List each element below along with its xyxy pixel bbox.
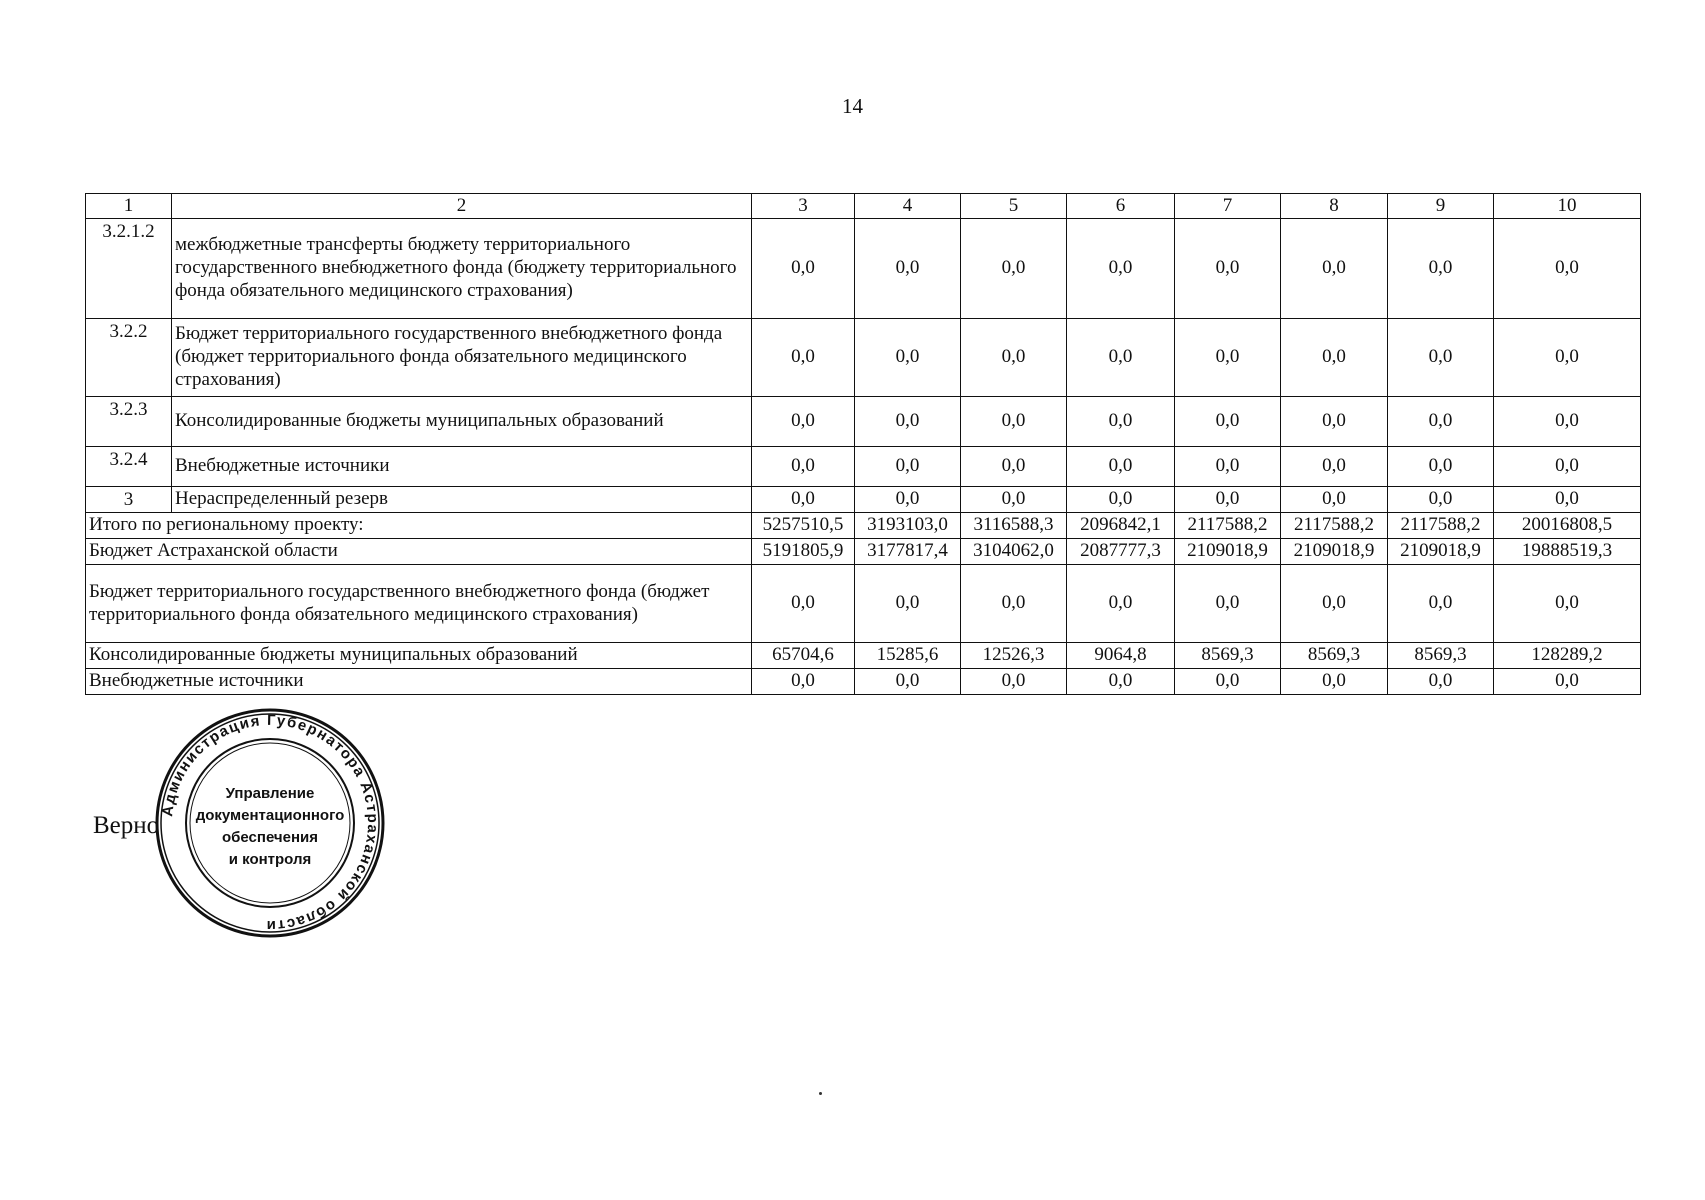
- value-cell: 0,0: [1175, 397, 1281, 447]
- total-label: Бюджет Астраханской области: [86, 539, 752, 565]
- value-cell: 2096842,1: [1067, 513, 1175, 539]
- value-cell: 0,0: [752, 319, 855, 397]
- value-cell: 0,0: [961, 487, 1067, 513]
- row-label: Нераспределенный резерв: [172, 487, 752, 513]
- value-cell: 0,0: [1388, 319, 1494, 397]
- total-row: [86, 565, 1641, 643]
- total-row: [86, 539, 1641, 565]
- value-cell: 0,0: [961, 397, 1067, 447]
- value-cell: 3177817,4: [855, 539, 961, 565]
- value-cell: 0,0: [855, 487, 961, 513]
- official-seal: [155, 708, 385, 938]
- row-code: 3.2.2: [86, 319, 172, 397]
- value-cell: 0,0: [1388, 397, 1494, 447]
- value-cell: 19888519,3: [1494, 539, 1641, 565]
- table-header-row: [86, 194, 1641, 219]
- value-cell: 2109018,9: [1388, 539, 1494, 565]
- row-label: Консолидированные бюджеты муниципальных образований: [172, 397, 752, 447]
- header-cell: 7: [1175, 194, 1281, 219]
- value-cell: 0,0: [1067, 487, 1175, 513]
- value-cell: 0,0: [1281, 669, 1388, 695]
- table-row: [86, 219, 1641, 319]
- value-cell: 2109018,9: [1281, 539, 1388, 565]
- seal-line: и контроля: [228, 851, 312, 868]
- total-row: [86, 513, 1641, 539]
- row-label: межбюджетные трансферты бюджету территориального государственного внебюджетного фонда (бюджету территориального фонда обязательного медицинского страхования): [172, 219, 752, 319]
- value-cell: 0,0: [1175, 487, 1281, 513]
- value-cell: 0,0: [1067, 669, 1175, 695]
- value-cell: 0,0: [855, 397, 961, 447]
- page-number: 14: [842, 94, 863, 118]
- value-cell: 5191805,9: [752, 539, 855, 565]
- value-cell: 0,0: [1388, 219, 1494, 319]
- table-row: [86, 487, 1641, 513]
- table-row: [86, 447, 1641, 487]
- table-row: [86, 397, 1641, 447]
- value-cell: 128289,2: [1494, 643, 1641, 669]
- value-cell: 0,0: [1281, 219, 1388, 319]
- row-code: 3: [86, 487, 172, 513]
- value-cell: 0,0: [1388, 565, 1494, 643]
- value-cell: 0,0: [961, 219, 1067, 319]
- value-cell: 2117588,2: [1175, 513, 1281, 539]
- value-cell: 12526,3: [961, 643, 1067, 669]
- total-label: Консолидированные бюджеты муниципальных образований: [86, 643, 752, 669]
- value-cell: 0,0: [1388, 669, 1494, 695]
- value-cell: 0,0: [961, 669, 1067, 695]
- value-cell: 0,0: [752, 669, 855, 695]
- value-cell: 0,0: [1175, 447, 1281, 487]
- value-cell: 0,0: [1067, 219, 1175, 319]
- value-cell: 0,0: [855, 565, 961, 643]
- verno-text: Верно: [93, 812, 160, 839]
- value-cell: 0,0: [961, 447, 1067, 487]
- value-cell: 2087777,3: [1067, 539, 1175, 565]
- total-row: [86, 669, 1641, 695]
- scan-speck: [819, 1092, 822, 1095]
- value-cell: 2117588,2: [1281, 513, 1388, 539]
- value-cell: 0,0: [961, 319, 1067, 397]
- row-code: 3.2.4: [86, 447, 172, 487]
- value-cell: 0,0: [1281, 487, 1388, 513]
- total-label: Итого по региональному проекту:: [86, 513, 752, 539]
- header-cell: 10: [1494, 194, 1641, 219]
- value-cell: 0,0: [855, 319, 961, 397]
- value-cell: 0,0: [1388, 447, 1494, 487]
- value-cell: 3116588,3: [961, 513, 1067, 539]
- value-cell: 8569,3: [1281, 643, 1388, 669]
- total-label: Бюджет территориального государственного внебюджетного фонда (бюджет территориального фонда обязательного медицинского страхования): [86, 565, 752, 643]
- seal-line: документационного: [195, 807, 345, 824]
- value-cell: 0,0: [752, 487, 855, 513]
- header-cell: 4: [855, 194, 961, 219]
- value-cell: 2117588,2: [1388, 513, 1494, 539]
- value-cell: 3193103,0: [855, 513, 961, 539]
- total-label: Внебюджетные источники: [86, 669, 752, 695]
- value-cell: 0,0: [1494, 319, 1641, 397]
- value-cell: 20016808,5: [1494, 513, 1641, 539]
- value-cell: 8569,3: [1388, 643, 1494, 669]
- value-cell: 0,0: [752, 447, 855, 487]
- value-cell: 5257510,5: [752, 513, 855, 539]
- value-cell: 0,0: [1494, 219, 1641, 319]
- seal-ring-text: Администрация Губернатора Астраханской области: [159, 711, 382, 935]
- budget-table: [85, 193, 1641, 695]
- value-cell: 0,0: [1281, 447, 1388, 487]
- value-cell: 0,0: [752, 397, 855, 447]
- header-cell: 6: [1067, 194, 1175, 219]
- header-cell: 2: [172, 194, 752, 219]
- value-cell: 0,0: [1067, 447, 1175, 487]
- value-cell: 0,0: [961, 565, 1067, 643]
- value-cell: 0,0: [1175, 669, 1281, 695]
- total-row: [86, 643, 1641, 669]
- value-cell: 3104062,0: [961, 539, 1067, 565]
- value-cell: 0,0: [1175, 319, 1281, 397]
- header-cell: 5: [961, 194, 1067, 219]
- row-code: 3.2.3: [86, 397, 172, 447]
- value-cell: 0,0: [1281, 565, 1388, 643]
- value-cell: 2109018,9: [1175, 539, 1281, 565]
- value-cell: 0,0: [1067, 319, 1175, 397]
- row-label: Внебюджетные источники: [172, 447, 752, 487]
- value-cell: 0,0: [1388, 487, 1494, 513]
- row-code: 3.2.1.2: [86, 219, 172, 319]
- row-label: Бюджет территориального государственного внебюджетного фонда (бюджет территориального фонда обязательного медицинского страхования): [172, 319, 752, 397]
- value-cell: 0,0: [752, 219, 855, 319]
- value-cell: 0,0: [1494, 447, 1641, 487]
- value-cell: 65704,6: [752, 643, 855, 669]
- value-cell: 0,0: [1175, 219, 1281, 319]
- value-cell: 0,0: [1175, 565, 1281, 643]
- seal-line: Управление: [225, 785, 315, 802]
- value-cell: 0,0: [855, 219, 961, 319]
- seal-line: обеспечения: [221, 829, 319, 846]
- value-cell: 0,0: [752, 565, 855, 643]
- value-cell: 0,0: [1494, 487, 1641, 513]
- value-cell: 0,0: [1067, 565, 1175, 643]
- header-cell: 1: [86, 194, 172, 219]
- value-cell: 0,0: [1281, 319, 1388, 397]
- value-cell: 0,0: [1281, 397, 1388, 447]
- value-cell: 9064,8: [1067, 643, 1175, 669]
- value-cell: 0,0: [855, 669, 961, 695]
- value-cell: 0,0: [1067, 397, 1175, 447]
- value-cell: 15285,6: [855, 643, 961, 669]
- value-cell: 0,0: [1494, 669, 1641, 695]
- header-cell: 3: [752, 194, 855, 219]
- value-cell: 0,0: [1494, 565, 1641, 643]
- value-cell: 0,0: [1494, 397, 1641, 447]
- table-row: [86, 319, 1641, 397]
- header-cell: 8: [1281, 194, 1388, 219]
- header-cell: 9: [1388, 194, 1494, 219]
- value-cell: 8569,3: [1175, 643, 1281, 669]
- value-cell: 0,0: [855, 447, 961, 487]
